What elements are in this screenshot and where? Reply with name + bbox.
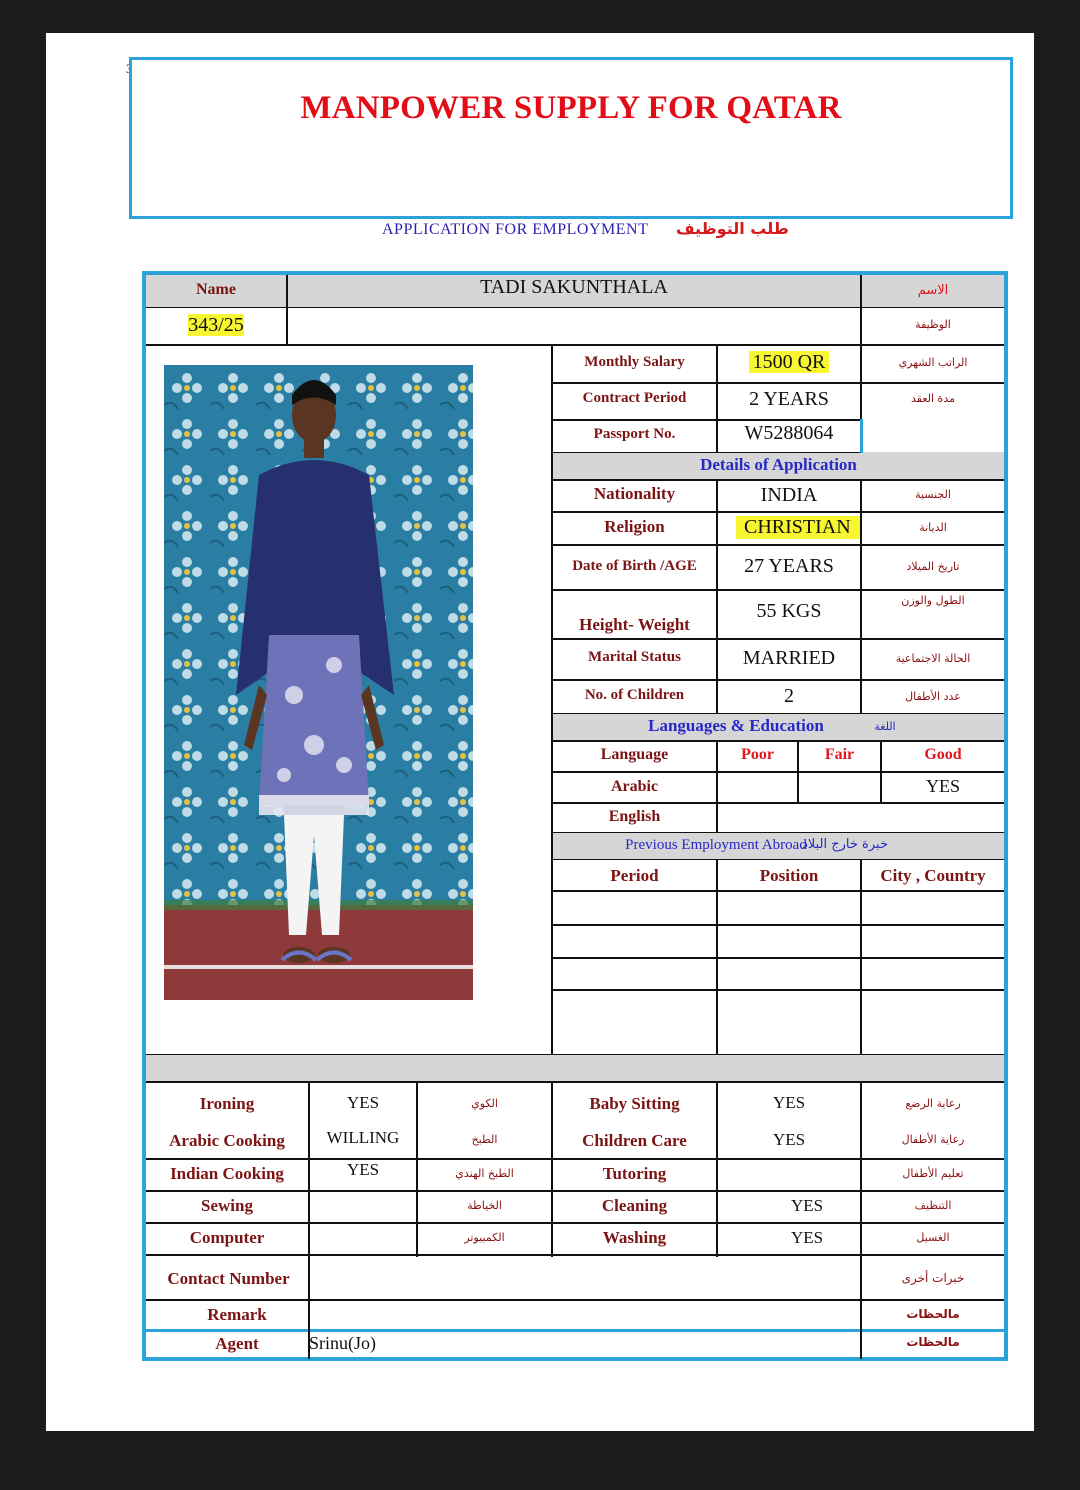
computer-label: Computer <box>189 1228 265 1247</box>
passport-value: W5288064 <box>744 422 834 444</box>
height-weight-value: 55 KGS <box>756 600 822 622</box>
header-box <box>129 57 1013 219</box>
children-care-arabic: رعاية الأطفال <box>901 1133 965 1146</box>
arabic-cooking-arabic: الطبخ <box>471 1133 498 1146</box>
skills-divider-band <box>146 1055 1004 1081</box>
remark-arabic: مالحظات <box>906 1307 960 1321</box>
arabic-good: YES <box>925 776 960 796</box>
sewing-arabic: الخياطة <box>467 1199 502 1212</box>
salary-value: 1500 QR <box>718 351 860 374</box>
tutoring-arabic: تعليم الأطفال <box>902 1167 964 1180</box>
form-subtitle-arabic: طلب التوظيف <box>676 219 789 238</box>
cleaning-arabic: التنظيف <box>914 1199 952 1212</box>
agent-value: Srinu(Jo) <box>309 1333 376 1353</box>
form-subtitle: APPLICATION FOR EMPLOYMENT <box>382 221 649 238</box>
application-page <box>46 33 1034 1431</box>
children-care-label: Children Care <box>582 1131 687 1150</box>
arabic-cooking-value: WILLING <box>326 1128 400 1147</box>
dob-value: 27 YEARS <box>744 555 834 577</box>
baby-sitting-arabic: رعاية الرضع <box>905 1097 961 1110</box>
indian-cooking-label: Indian Cooking <box>170 1164 284 1183</box>
marital-value: MARRIED <box>742 647 836 669</box>
marital-label: Marital Status <box>588 649 681 665</box>
dob-arabic: تاريخ الميلاد <box>906 560 960 573</box>
washing-label: Washing <box>602 1228 667 1247</box>
contact-arabic: خبرات أخرى <box>901 1271 965 1285</box>
contract-label: Contract Period <box>582 390 687 406</box>
city-country-column-header: City , Country <box>880 866 986 885</box>
nationality-arabic: الجنسية <box>915 488 951 501</box>
remark-label: Remark <box>207 1305 267 1324</box>
job-arabic: الوظيفة <box>915 318 951 331</box>
applicant-name: TADI SAKUNTHALA <box>480 276 668 298</box>
ironing-label: Ironing <box>199 1094 255 1113</box>
baby-sitting-label: Baby Sitting <box>589 1094 680 1113</box>
language-english-label: English <box>608 808 661 825</box>
children-arabic: عدد الأطفال <box>905 690 961 703</box>
children-care-value: YES <box>772 1130 806 1149</box>
employment-header: Previous Employment Abroad <box>625 837 807 853</box>
washing-value: YES <box>790 1228 824 1247</box>
contract-value: 2 YEARS <box>749 388 829 410</box>
religion-label: Religion <box>604 517 665 536</box>
languages-header-arabic: اللغة <box>874 720 896 733</box>
employment-header-arabic: خبرة خارج البلاد <box>802 837 888 852</box>
ironing-arabic: الكوي <box>471 1097 498 1110</box>
sewing-label: Sewing <box>201 1196 253 1215</box>
agent-arabic: مالحظات <box>906 1335 960 1349</box>
fair-column-header: Fair <box>824 746 855 763</box>
children-value: 2 <box>784 685 794 707</box>
poor-column-header: Poor <box>741 746 774 763</box>
height-weight-arabic: الطول والوزن <box>901 594 965 607</box>
cleaning-value: YES <box>790 1196 824 1215</box>
page-title: MANPOWER SUPPLY FOR QATAR <box>300 90 842 126</box>
religion-value: CHRISTIAN <box>736 516 860 539</box>
religion-arabic: الديانة <box>919 521 947 534</box>
reference-number: 343/25 <box>188 314 244 336</box>
arabic-cooking-label: Arabic Cooking <box>169 1131 285 1150</box>
height-weight-label: Height- Weight <box>579 615 690 634</box>
contact-number-label: Contact Number <box>167 1269 290 1288</box>
applicant-photo <box>164 365 473 1000</box>
washing-arabic: الغسيل <box>916 1231 950 1244</box>
tutoring-label: Tutoring <box>602 1164 667 1183</box>
position-column-header: Position <box>759 866 819 885</box>
language-column-header: Language <box>600 746 669 763</box>
indian-cooking-arabic: الطبخ الهندي <box>455 1167 514 1180</box>
details-header: Details of Application <box>700 455 857 474</box>
cleaning-label: Cleaning <box>601 1196 668 1215</box>
children-label: No. of Children <box>584 687 685 703</box>
salary-label: Monthly Salary <box>584 354 685 370</box>
agent-label: Agent <box>215 1334 259 1353</box>
computer-arabic: الكمبيوتر <box>464 1231 505 1244</box>
dob-label: Date of Birth /AGE <box>572 558 697 574</box>
good-column-header: Good <box>924 746 962 763</box>
name-label: Name <box>196 281 236 298</box>
languages-header: Languages & Education <box>648 716 824 735</box>
period-column-header: Period <box>610 866 659 885</box>
nationality-label: Nationality <box>593 484 676 503</box>
nationality-value: INDIA <box>760 484 818 506</box>
indian-cooking-value: YES <box>346 1160 380 1179</box>
contract-arabic: مدة العقد <box>911 392 955 405</box>
page-corner-mark: 3 <box>126 61 133 76</box>
salary-arabic: الراتب الشهري <box>898 356 968 369</box>
baby-sitting-value: YES <box>772 1093 806 1112</box>
name-arabic: الاسم <box>917 283 949 298</box>
ironing-value: YES <box>346 1093 380 1112</box>
applicant-photo-image <box>164 365 473 1000</box>
passport-label: Passport No. <box>593 426 676 442</box>
language-arabic-label: Arabic <box>610 778 659 795</box>
marital-arabic: الحالة الاجتماعية <box>895 652 971 665</box>
